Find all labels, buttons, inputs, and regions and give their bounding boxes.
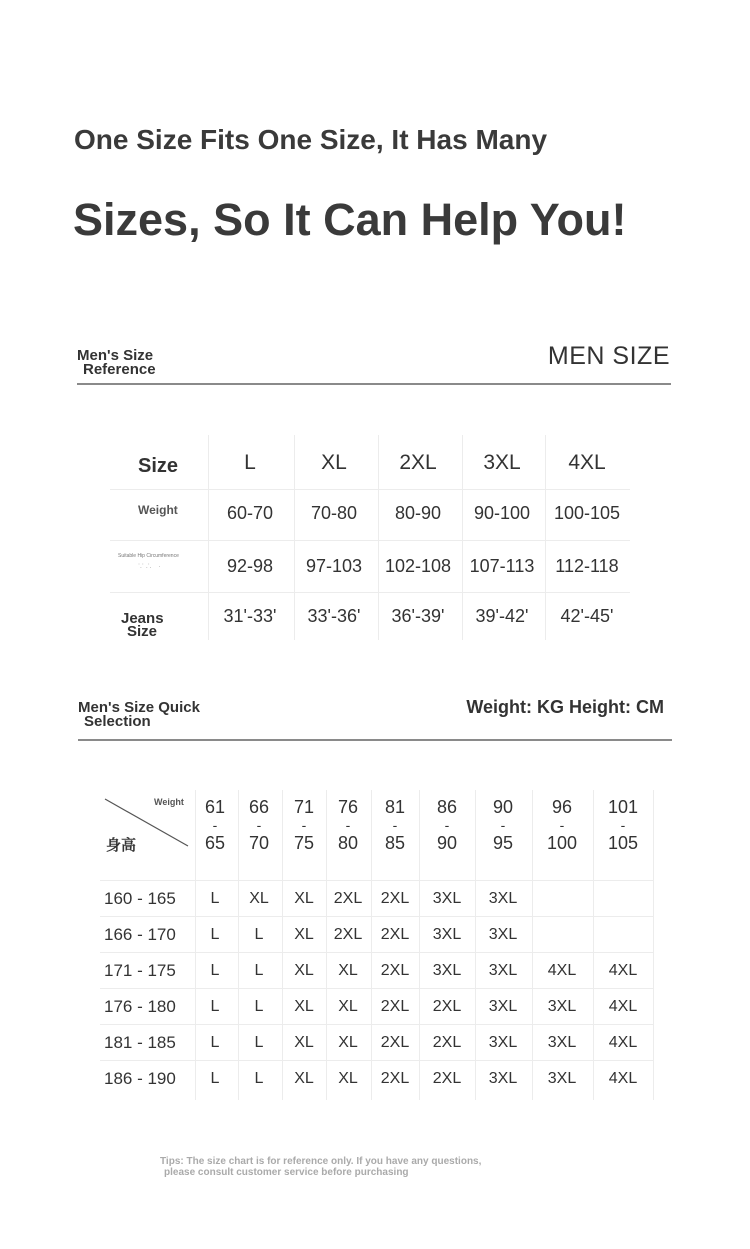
weight-range-from: 76	[337, 797, 359, 817]
grid-line	[100, 988, 653, 989]
height-axis-label: 身高	[106, 837, 137, 854]
jeans-cell: 31'-33'	[223, 606, 277, 626]
size-cell: 2XL	[380, 962, 410, 979]
weight-range-to: 100	[546, 833, 578, 853]
weight-range-from: 66	[248, 797, 270, 817]
size-cell: XL	[294, 890, 314, 907]
grid-line	[100, 880, 653, 881]
section-reference-label-line2: Reference	[83, 361, 156, 378]
size-cell: 2XL	[333, 890, 363, 907]
weight-range-dash: -	[345, 817, 351, 833]
size-cell: 3XL	[488, 926, 518, 943]
size-cell: L	[254, 962, 264, 979]
size-header-cell: L	[244, 451, 256, 474]
weight-range-to: 95	[492, 833, 514, 853]
grid-line	[110, 489, 630, 490]
weight-range-header	[373, 798, 417, 852]
grid-line	[593, 790, 594, 1100]
size-cell: 2XL	[380, 1034, 410, 1051]
weight-cell: 80-90	[394, 503, 442, 523]
weight-range-from: 101	[607, 797, 639, 817]
section-reference-label-line1: Men's Size	[77, 347, 154, 364]
size-cell: 3XL	[488, 890, 518, 907]
height-range-label: 171 - 175	[104, 961, 176, 980]
size-cell: 4XL	[547, 962, 577, 979]
size-cell: XL	[294, 1070, 314, 1087]
size-header-cell: 2XL	[399, 451, 437, 474]
size-cell: XL	[338, 1070, 358, 1087]
weight-range-dash: -	[392, 817, 398, 833]
size-header-cell: 3XL	[483, 451, 521, 474]
tips-note	[160, 1156, 481, 1178]
size-cell: 3XL	[488, 1034, 518, 1051]
grid-line	[475, 790, 476, 1100]
size-cell: XL	[294, 998, 314, 1015]
weight-range-dash: -	[212, 817, 218, 833]
size-cell: XL	[338, 998, 358, 1015]
weight-range-from: 86	[436, 797, 458, 817]
grid-line	[532, 790, 533, 1100]
size-cell: 4XL	[608, 1070, 638, 1087]
grid-line	[326, 790, 327, 1100]
size-cell: L	[210, 926, 220, 943]
section-quick-label	[78, 701, 200, 729]
weight-range-dash: -	[301, 817, 307, 833]
size-cell: 3XL	[547, 1070, 577, 1087]
weight-range-to: 85	[384, 833, 406, 853]
section-quick-label-line2: Selection	[84, 713, 151, 730]
jeans-row-label	[121, 612, 164, 638]
size-cell: L	[254, 1070, 264, 1087]
size-cell: 3XL	[547, 998, 577, 1015]
weight-range-from: 71	[293, 797, 315, 817]
weight-range-to: 105	[607, 833, 639, 853]
size-cell: L	[210, 962, 220, 979]
size-cell: 3XL	[432, 962, 462, 979]
hip-cell: 112-118	[555, 556, 619, 576]
weight-cell: 60-70	[226, 503, 274, 523]
size-cell: 3XL	[547, 1034, 577, 1051]
size-cell: 4XL	[608, 1034, 638, 1051]
weight-range-dash: -	[500, 817, 506, 833]
height-range-label: 166 - 170	[104, 925, 176, 944]
grid-line	[100, 952, 653, 953]
grid-line	[378, 435, 379, 640]
grid-line	[100, 1060, 653, 1061]
size-header-label: Size	[138, 455, 179, 477]
hip-cell: 102-108	[384, 556, 452, 576]
size-cell: XL	[338, 1034, 358, 1051]
height-range-label: 181 - 185	[104, 1033, 176, 1052]
grid-line	[419, 790, 420, 1100]
jeans-cell: 33'-36'	[307, 606, 361, 626]
tips-line2: please consult customer service before purchasing	[164, 1167, 409, 1178]
units-note: Weight: KG Height: CM	[466, 697, 664, 717]
size-cell: L	[254, 926, 264, 943]
size-cell: 4XL	[608, 998, 638, 1015]
headline-line-2: Sizes, So It Can Help You!	[73, 194, 627, 245]
weight-range-header	[237, 798, 281, 852]
weight-range-to: 80	[337, 833, 359, 853]
grid-line	[653, 790, 654, 1100]
section-reference-label	[77, 349, 156, 377]
men-size-title: MEN SIZE	[547, 342, 670, 370]
weight-cell: 90-100	[473, 503, 531, 523]
weight-cell: 70-80	[310, 503, 358, 523]
hip-cell: 92-98	[226, 556, 274, 576]
weight-range-header	[193, 798, 237, 852]
size-cell: XL	[294, 926, 314, 943]
size-cell: L	[254, 998, 264, 1015]
weight-range-to: 70	[248, 833, 270, 853]
section-quick-divider	[78, 739, 672, 741]
headline-line-1: One Size Fits One Size, It Has Many	[74, 124, 548, 155]
size-cell: 3XL	[488, 1070, 518, 1087]
weight-cell: 100-105	[553, 503, 621, 523]
size-cell: L	[210, 998, 220, 1015]
size-header-cell: 4XL	[568, 451, 606, 474]
size-cell: 4XL	[608, 962, 638, 979]
jeans-cell: 36'-39'	[391, 606, 445, 626]
grid-line	[195, 790, 196, 1100]
jeans-row-label-line2: Size	[127, 623, 158, 640]
section-quick-label-line1: Men's Size Quick	[78, 699, 200, 716]
size-cell: 2XL	[432, 998, 462, 1015]
weight-range-to: 90	[436, 833, 458, 853]
weight-row-label: Weight	[138, 503, 178, 517]
jeans-cell: 39'-42'	[475, 606, 529, 626]
height-range-label: 160 - 165	[104, 889, 176, 908]
weight-range-dash: -	[256, 817, 262, 833]
height-range-label: 186 - 190	[104, 1069, 176, 1088]
weight-range-header	[540, 798, 584, 852]
size-cell: L	[210, 890, 220, 907]
size-cell: 2XL	[380, 890, 410, 907]
grid-line	[371, 790, 372, 1100]
weight-range-from: 81	[384, 797, 406, 817]
hip-cell: 97-103	[305, 556, 363, 576]
weight-range-header	[282, 798, 326, 852]
weight-range-header	[601, 798, 645, 852]
grid-line	[462, 435, 463, 640]
size-cell: XL	[294, 1034, 314, 1051]
weight-range-header	[326, 798, 370, 852]
size-header-cell: XL	[321, 451, 347, 474]
weight-range-from: 61	[204, 797, 226, 817]
size-cell: L	[254, 1034, 264, 1051]
section-reference-divider	[77, 383, 671, 385]
weight-range-dash: -	[444, 817, 450, 833]
weight-range-to: 75	[293, 833, 315, 853]
tips-line1: Tips: The size chart is for reference only. If you have any questions,	[160, 1156, 482, 1167]
grid-line	[294, 435, 295, 640]
size-cell: XL	[294, 962, 314, 979]
hip-row-label-decoration: ∵∴ ·	[138, 561, 163, 571]
size-cell: XL	[249, 890, 269, 907]
size-cell: 3XL	[432, 926, 462, 943]
hip-row-label: Suitable Hip Circumference	[118, 553, 179, 559]
size-cell: 2XL	[432, 1034, 462, 1051]
size-cell: 2XL	[380, 926, 410, 943]
jeans-row-label-line1: Jeans	[121, 610, 164, 627]
size-cell: L	[210, 1070, 220, 1087]
size-cell: 2XL	[380, 1070, 410, 1087]
weight-range-from: 90	[492, 797, 514, 817]
grid-line	[208, 435, 209, 640]
jeans-cell: 42'-45'	[560, 606, 614, 626]
size-cell: 3XL	[488, 998, 518, 1015]
weight-range-from: 96	[551, 797, 573, 817]
height-range-label: 176 - 180	[104, 997, 176, 1016]
weight-range-header	[481, 798, 525, 852]
hip-cell: 107-113	[469, 556, 535, 576]
grid-line	[110, 540, 630, 541]
weight-range-header	[425, 798, 469, 852]
weight-axis-label: Weight	[154, 797, 184, 807]
size-cell: 2XL	[333, 926, 363, 943]
weight-range-to: 65	[204, 833, 226, 853]
grid-line	[100, 916, 653, 917]
size-cell: L	[210, 1034, 220, 1051]
grid-line	[110, 592, 630, 593]
weight-range-dash: -	[620, 817, 626, 833]
size-cell: 2XL	[380, 998, 410, 1015]
grid-line	[100, 1024, 653, 1025]
size-cell: 3XL	[432, 890, 462, 907]
grid-line	[282, 790, 283, 1100]
size-cell: 2XL	[432, 1070, 462, 1087]
grid-line	[238, 790, 239, 1100]
grid-line	[545, 435, 546, 640]
size-cell: XL	[338, 962, 358, 979]
size-cell: 3XL	[488, 962, 518, 979]
weight-range-dash: -	[559, 817, 565, 833]
